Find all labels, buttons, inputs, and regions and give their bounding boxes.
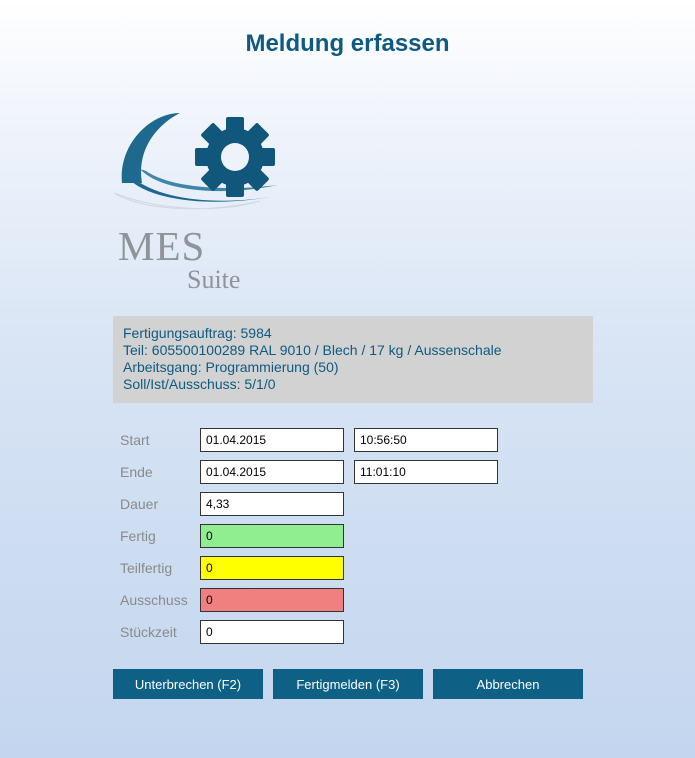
info-teil: Teil: 605500100289 RAL 9010 / Blech / 17 kg / Aussenschale xyxy=(123,342,502,358)
teilfertig-label: Teilfertig xyxy=(120,560,173,576)
start-date-input[interactable] xyxy=(200,428,344,452)
logo-mes-text: MES xyxy=(118,223,206,269)
stueckzeit-input[interactable] xyxy=(200,620,344,644)
mes-suite-logo xyxy=(110,105,310,300)
fertigmelden-button[interactable]: Fertigmelden (F3) xyxy=(273,669,423,699)
stueckzeit-label: Stückzeit xyxy=(120,624,177,640)
fertig-label: Fertig xyxy=(120,528,156,544)
logo-suite-text: Suite xyxy=(187,265,241,294)
fertig-input[interactable] xyxy=(200,524,344,548)
ausschuss-input[interactable] xyxy=(200,588,344,612)
start-label: Start xyxy=(120,432,150,448)
dauer-input[interactable] xyxy=(200,492,344,516)
abbrechen-button[interactable]: Abbrechen xyxy=(433,669,583,699)
unterbrechen-button[interactable]: Unterbrechen (F2) xyxy=(113,669,263,699)
info-arbeitsgang: Arbeitsgang: Programmierung (50) xyxy=(123,359,339,375)
ende-date-input[interactable] xyxy=(200,460,344,484)
start-time-input[interactable] xyxy=(354,428,498,452)
dauer-label: Dauer xyxy=(120,496,159,512)
ausschuss-label: Ausschuss xyxy=(120,592,188,608)
ende-label: Ende xyxy=(120,464,153,480)
page-title: Meldung erfassen xyxy=(245,30,450,57)
gear-logo-icon xyxy=(110,105,310,225)
teilfertig-input[interactable] xyxy=(200,556,344,580)
info-soll-ist-ausschuss: Soll/Ist/Ausschuss: 5/1/0 xyxy=(123,376,276,392)
order-info-panel xyxy=(113,316,593,403)
ende-time-input[interactable] xyxy=(354,460,498,484)
info-fertigungsauftrag: Fertigungsauftrag: 5984 xyxy=(123,325,272,341)
